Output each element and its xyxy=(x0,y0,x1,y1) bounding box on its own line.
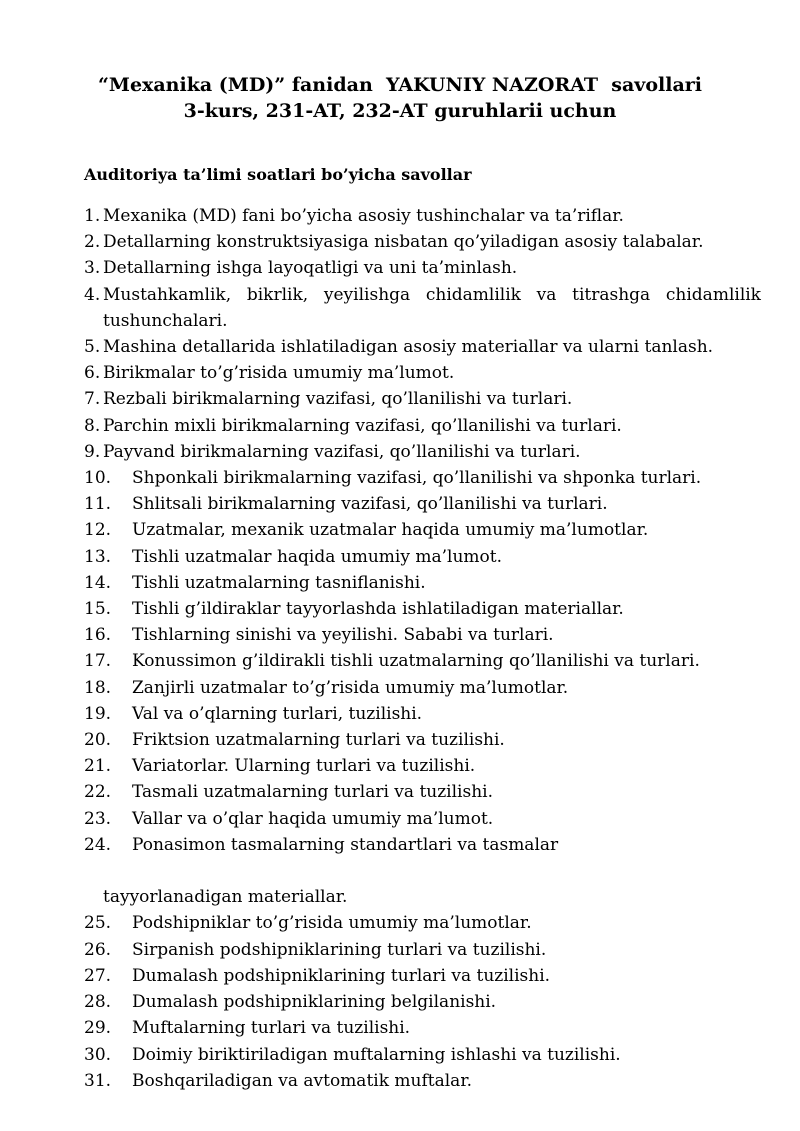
question-number: 6. xyxy=(84,363,101,384)
question-number: 4. xyxy=(84,284,101,305)
question-number: 10. xyxy=(84,468,112,489)
question-text: Dumalash podshipniklarining belgilanishi. xyxy=(132,992,497,1013)
question-item xyxy=(84,1042,761,1068)
question-number: 12. xyxy=(84,520,112,541)
question-item xyxy=(84,596,761,622)
question-text: Ponasimon tasmalarning standartlari va tasmalar xyxy=(132,834,559,855)
question-item xyxy=(84,989,761,1015)
question-item xyxy=(84,255,761,281)
question-item xyxy=(84,517,761,543)
question-number: 26. xyxy=(84,939,112,960)
question-text: Tishli g’ildiraklar tayyorlashda ishlatiladigan materiallar. xyxy=(132,599,624,620)
question-number: 14. xyxy=(84,572,112,593)
title-line-2: 3-kurs, 231-AT, 232-AT guruhlarii uchun xyxy=(183,100,617,122)
question-item xyxy=(84,413,761,439)
question-list xyxy=(84,203,761,1094)
question-number: 24. xyxy=(84,834,112,855)
question-text: Mustahkamlik, bikrlik, yeyilishga chidamlilik va titrashga chidamlilik tushunchalari. xyxy=(103,284,761,331)
document-title xyxy=(0,72,800,124)
question-item xyxy=(84,282,761,334)
question-text: Sirpanish podshipniklarining turlari va tuzilishi. xyxy=(132,939,547,960)
question-text: Shponkali birikmalarning vazifasi, qo’llanilishi va shponka turlari. xyxy=(132,468,702,489)
question-item xyxy=(84,832,761,911)
question-item xyxy=(84,544,761,570)
question-item xyxy=(84,806,761,832)
question-number: 27. xyxy=(84,965,112,986)
question-text: Tishli uzatmalar haqida umumiy ma’lumot. xyxy=(132,546,502,567)
question-number: 8. xyxy=(84,415,101,436)
question-text: Tishli uzatmalarning tasniflanishi. xyxy=(132,572,426,593)
question-item xyxy=(84,937,761,963)
question-number: 11. xyxy=(84,494,112,515)
question-text: Muftalarning turlari va tuzilishi. xyxy=(132,1018,411,1039)
question-item xyxy=(84,779,761,805)
question-item xyxy=(84,675,761,701)
question-text: Boshqariladigan va avtomatik muftalar. xyxy=(132,1070,472,1091)
question-number: 21. xyxy=(84,756,112,777)
question-item xyxy=(84,963,761,989)
question-text: Friktsion uzatmalarning turlari va tuzilishi. xyxy=(132,730,505,751)
question-text: Detallarning ishga layoqatligi va uni ta’minlash. xyxy=(103,258,518,279)
question-item xyxy=(84,753,761,779)
question-text: Birikmalar to’g’risida umumiy ma’lumot. xyxy=(103,363,455,384)
question-text-continuation: tayyorlanadigan materiallar. xyxy=(103,887,348,908)
question-item xyxy=(84,648,761,674)
question-item xyxy=(84,334,761,360)
question-number: 31. xyxy=(84,1070,112,1091)
question-number: 23. xyxy=(84,808,112,829)
question-text: Uzatmalar, mexanik uzatmalar haqida umumiy ma’lumotlar. xyxy=(132,520,649,541)
question-item xyxy=(84,910,761,936)
question-item xyxy=(84,570,761,596)
question-number: 5. xyxy=(84,337,101,358)
question-item xyxy=(84,203,761,229)
question-number: 30. xyxy=(84,1044,112,1065)
question-number: 18. xyxy=(84,677,112,698)
question-item xyxy=(84,386,761,412)
question-item xyxy=(84,701,761,727)
question-number: 19. xyxy=(84,703,112,724)
question-text: Rezbali birikmalarning vazifasi, qo’llanilishi va turlari. xyxy=(103,389,573,410)
question-number: 7. xyxy=(84,389,101,410)
question-text: Dumalash podshipniklarining turlari va tuzilishi. xyxy=(132,965,551,986)
question-number: 15. xyxy=(84,599,112,620)
question-text: Payvand birikmalarning vazifasi, qo’llanilishi va turlari. xyxy=(103,441,581,462)
question-number: 22. xyxy=(84,782,112,803)
question-item xyxy=(84,465,761,491)
question-number: 20. xyxy=(84,730,112,751)
question-number: 16. xyxy=(84,625,112,646)
question-item xyxy=(84,622,761,648)
question-item xyxy=(84,360,761,386)
question-number: 9. xyxy=(84,441,101,462)
question-text: Mexanika (MD) fani bo’yicha asosiy tushinchalar va ta’riflar. xyxy=(103,206,624,226)
question-item xyxy=(84,439,761,465)
question-number: 2. xyxy=(84,232,101,253)
question-text: Vallar va o’qlar haqida umumiy ma’lumot. xyxy=(132,808,494,829)
question-number: 25. xyxy=(84,913,112,934)
question-text: Val va o’qlarning turlari, tuzilishi. xyxy=(132,703,423,724)
question-text: Podshipniklar to’g’risida umumiy ma’lumotlar. xyxy=(132,913,532,934)
question-text: Tishlarning sinishi va yeyilishi. Sababi va turlari. xyxy=(132,625,554,646)
question-text: Shlitsali birikmalarning vazifasi, qo’llanilishi va turlari. xyxy=(132,494,608,515)
question-text: Mashina detallarida ishlatiladigan asosiy materiallar va ularni tanlash. xyxy=(103,337,714,358)
question-item xyxy=(84,491,761,517)
question-text: Parchin mixli birikmalarning vazifasi, qo’llanilishi va turlari. xyxy=(103,415,622,436)
question-text: Doimiy biriktiriladigan muftalarning ishlashi va tuzilishi. xyxy=(132,1044,621,1065)
title-line-1: “Mexanika (MD)” fanidan YAKUNIY NAZORAT savollari xyxy=(97,74,702,96)
question-number: 13. xyxy=(84,546,112,567)
section-heading: Auditoriya ta’limi soatlari bo’yicha savollar xyxy=(84,165,472,184)
question-number: 29. xyxy=(84,1018,112,1039)
question-text: Konussimon g’ildirakli tishli uzatmalarning qo’llanilishi va turlari. xyxy=(132,651,700,672)
question-number: 17. xyxy=(84,651,112,672)
question-text: Tasmali uzatmalarning turlari va tuzilishi. xyxy=(132,782,494,803)
question-text: Zanjirli uzatmalar to’g’risida umumiy ma’lumotlar. xyxy=(132,677,569,698)
question-item xyxy=(84,229,761,255)
question-text: Variatorlar. Ularning turlari va tuzilishi. xyxy=(132,756,476,777)
question-number: 28. xyxy=(84,992,112,1013)
question-item xyxy=(84,1068,761,1094)
question-text: Detallarning konstruktsiyasiga nisbatan qo’yiladigan asosiy talabalar. xyxy=(103,232,704,253)
question-number: 1. xyxy=(84,206,101,226)
question-item xyxy=(84,727,761,753)
question-number: 3. xyxy=(84,258,101,279)
question-item xyxy=(84,1015,761,1041)
